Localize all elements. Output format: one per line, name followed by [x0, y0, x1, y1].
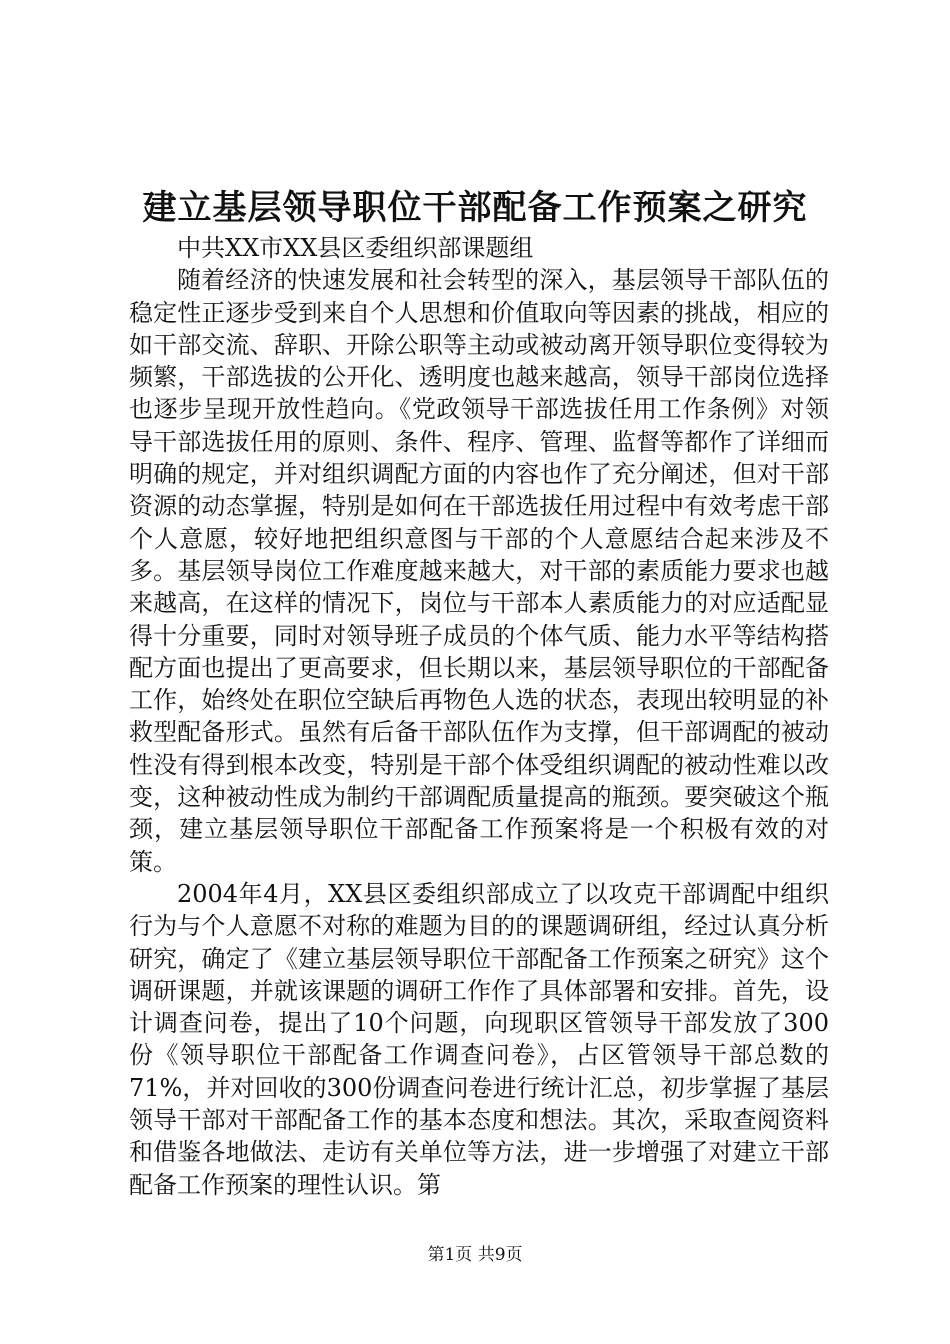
document-title: 建立基层领导职位干部配备工作预案之研究 [142, 188, 808, 228]
paragraph-2: 2004年4月，XX县区委组织部成立了以攻克干部调配中组织行为与个人意愿不对称的难题为目的的课题调研组，经过认真分析研究，确定了《建立基层领导职位干部配备工作预案之研究》这个调研课题，并就该课题的调研工作作了具体部署和安排。首先，设计调查问卷，提出了10个问题，向现职区管领导干部发放了300份《领导职位干部配备工作调查问卷》，占区管领导干部总数的71%，并对回收的300份调查问卷进行统计汇总，初步掌握了基层领导干部对干部配备工作的基本态度和想法。其次，采取查阅资料和借鉴各地做法、走访有关单位等方法，进一步增强了对建立干部配备工作预案的理性认识。第 [129, 879, 829, 1199]
author-line: 中共XX市XX县区委组织部课题组 [177, 234, 534, 262]
document-body [129, 232, 829, 1201]
paragraph-1: 随着经济的快速发展和社会转型的深入，基层领导干部队伍的稳定性正逐步受到来自个人思想和价值取向等因素的挑战，相应的如干部交流、辞职、开除公职等主动或被动离开领导职位变得较为频繁，干部选拔的公开化、透明度也越来越高，领导干部岗位选择也逐步呈现开放性趋向。《党政领导干部选拔任用工作条例》对领导干部选拔任用的原则、条件、程序、管理、监督等都作了详细而明确的规定，并对组织调配方面的内容也作了充分阐述，但对干部资源的动态掌握，特别是如何在干部选拔任用过程中有效考虑干部个人意愿，较好地把组织意图与干部的个人意愿结合起来涉及不多。基层领导岗位工作难度越来越大，对干部的素质能力要求也越来越高，在这样的情况下，岗位与干部本人素质能力的对应适配显得十分重要，同时对领导班子成员的个体气质、能力水平等结构搭配方面也提出了更高要求，但长期以来，基层领导职位的干部配备工作，始终处在职位空缺后再物色人选的状态，表现出较明显的补救型配备形式。虽然有后备干部队伍作为支撑，但干部调配的被动性没有得到根本改变，特别是干部个体受组织调配的被动性难以改变，这种被动性成为制约干部调配质量提高的瓶颈。要突破这个瓶颈，建立基层领导职位干部配备工作预案将是一个积极有效的对策。 [129, 266, 829, 876]
page-number-footer: 第1页 共9页 [427, 1245, 523, 1265]
